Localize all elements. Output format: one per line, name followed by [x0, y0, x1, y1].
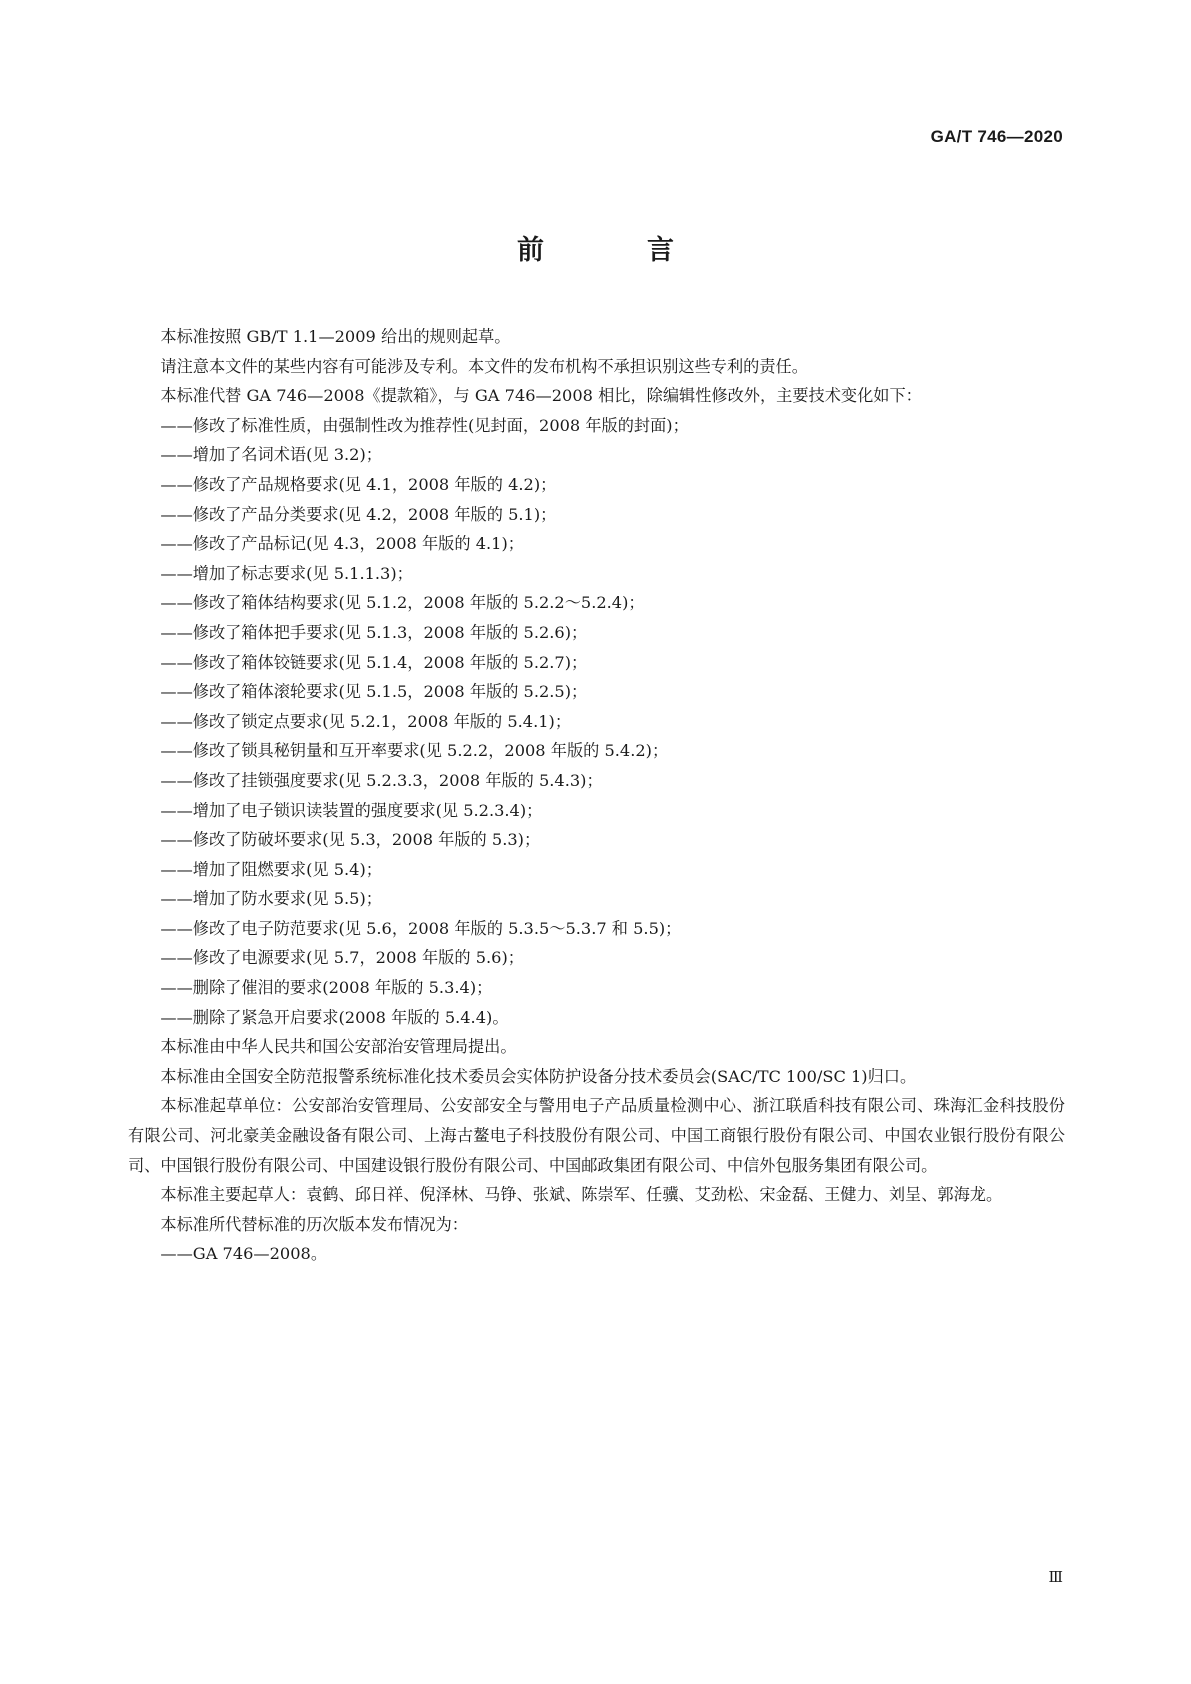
list-item: ——修改了电源要求(见 5.7，2008 年版的 5.6)；	[160, 948, 524, 968]
list-item: ——修改了产品标记(见 4.3，2008 年版的 4.1)；	[160, 534, 524, 554]
paragraph-replacement: 本标准代替 GA 746—2008《提款箱》，与 GA 746—2008 相比，除编辑性修改外，主要技术变化如下：	[160, 386, 922, 406]
foreword-body	[128, 322, 1065, 1269]
paragraph-drafting-rule: 本标准按照 GB/T 1.1—2009 给出的规则起草。	[160, 327, 511, 346]
paragraph-committee: 本标准由全国安全防范报警系统标准化技术委员会实体防护设备分技术委员会(SAC/TC 100/SC 1)归口。	[160, 1066, 917, 1086]
list-item: ——修改了锁定点要求(见 5.2.1，2008 年版的 5.4.1)；	[160, 711, 572, 731]
paragraph-drafting-units: 本标准起草单位：公安部治安管理局、公安部安全与警用电子产品质量检测中心、浙江联盾科技有限公司、珠海汇金科技股份有限公司、河北豪美金融设备有限公司、上海古鳌电子科技股份有限公司、中国工商银行股份有限公司、中国农业银行股份有限公司、中国银行股份有限公司、中国建设银行股份有限公司、中国邮政集团有限公司、中信外包服务集团有限公司。	[128, 1096, 1065, 1175]
list-item: ——修改了锁具秘钥量和互开率要求(见 5.2.2，2008 年版的 5.4.2)；	[160, 741, 669, 761]
page-number: Ⅲ	[1048, 1568, 1063, 1586]
list-item: ——修改了防破坏要求(见 5.3，2008 年版的 5.3)；	[160, 830, 541, 850]
list-item: ——修改了箱体滚轮要求(见 5.1.5，2008 年版的 5.2.5)；	[160, 682, 588, 702]
list-item: ——增加了防水要求(见 5.5)；	[160, 889, 382, 909]
paragraph-history-intro: 本标准所代替标准的历次版本发布情况为：	[160, 1214, 468, 1234]
list-item: ——修改了箱体结构要求(见 5.1.2，2008 年版的 5.2.2～5.2.4)；	[160, 593, 645, 613]
list-item: ——修改了标准性质，由强制性改为推荐性(见封面，2008 年版的封面)；	[160, 415, 689, 435]
paragraph-drafters: 本标准主要起草人：袁鹤、邱日祥、倪泽林、马铮、张斌、陈崇军、任骥、艾劲松、宋金磊、王健力、刘呈、郭海龙。	[160, 1185, 1003, 1205]
list-item: ——增加了阻燃要求(见 5.4)；	[160, 859, 382, 879]
page-title: 前 言	[517, 235, 712, 266]
list-item: ——修改了箱体铰链要求(见 5.1.4，2008 年版的 5.2.7)；	[160, 652, 588, 672]
list-item: ——修改了箱体把手要求(见 5.1.3，2008 年版的 5.2.6)；	[160, 622, 588, 642]
paragraph-proposer: 本标准由中华人民共和国公安部治安管理局提出。	[160, 1037, 517, 1057]
list-item: ——增加了电子锁识读装置的强度要求(见 5.2.3.4)；	[160, 800, 543, 820]
list-item-history: ——GA 746—2008。	[160, 1244, 328, 1264]
list-item: ——修改了产品分类要求(见 4.2，2008 年版的 5.1)；	[160, 504, 557, 524]
paragraph-patent-notice: 请注意本文件的某些内容有可能涉及专利。本文件的发布机构不承担识别这些专利的责任。	[160, 356, 808, 376]
standard-code: GA/T 746—2020	[930, 127, 1063, 146]
list-item: ——删除了催泪的要求(2008 年版的 5.3.4)；	[160, 978, 493, 998]
list-item: ——修改了产品规格要求(见 4.1，2008 年版的 4.2)；	[160, 474, 557, 494]
list-item: ——增加了名词术语(见 3.2)；	[160, 445, 382, 465]
list-item: ——修改了电子防范要求(见 5.6，2008 年版的 5.3.5～5.3.7 和 5.5)；	[160, 918, 682, 938]
list-item: ——增加了标志要求(见 5.1.1.3)；	[160, 563, 413, 583]
list-item: ——删除了紧急开启要求(2008 年版的 5.4.4)。	[160, 1007, 509, 1027]
list-item: ——修改了挂锁强度要求(见 5.2.3.3，2008 年版的 5.4.3)；	[160, 770, 603, 790]
